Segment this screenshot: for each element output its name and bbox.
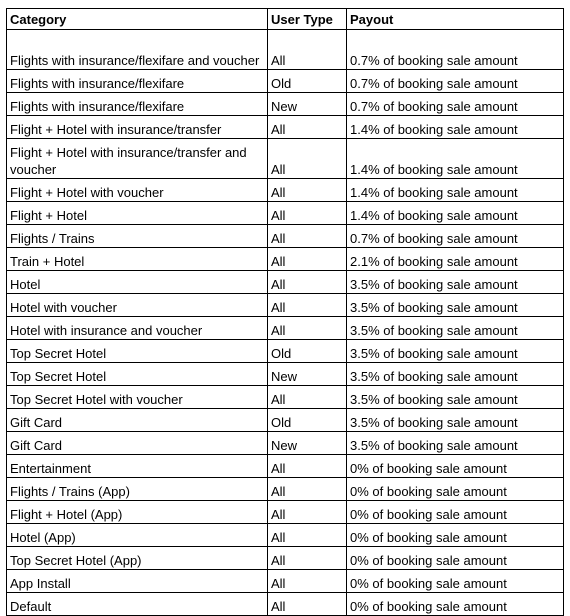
cell-category: Flight + Hotel with insurance/transfer <box>7 116 268 139</box>
cell-payout: 1.4% of booking sale amount <box>347 116 564 139</box>
cell-payout: 0.7% of booking sale amount <box>347 70 564 93</box>
table-row <box>7 547 564 570</box>
table-row <box>7 340 564 363</box>
cell-user-type: All <box>268 202 347 225</box>
table-row <box>7 248 564 271</box>
table-row <box>7 93 564 116</box>
cell-user-type: Old <box>268 340 347 363</box>
cell-user-type: All <box>268 501 347 524</box>
cell-category: Hotel with insurance and voucher <box>7 317 268 340</box>
cell-payout: 3.5% of booking sale amount <box>347 386 564 409</box>
cell-user-type: All <box>268 455 347 478</box>
cell-user-type: New <box>268 363 347 386</box>
table-row <box>7 501 564 524</box>
cell-user-type: All <box>268 294 347 317</box>
cell-payout: 0.7% of booking sale amount <box>347 93 564 116</box>
table-row <box>7 202 564 225</box>
cell-payout: 2.1% of booking sale amount <box>347 248 564 271</box>
table-row <box>7 570 564 593</box>
cell-payout: 0% of booking sale amount <box>347 478 564 501</box>
table-row <box>7 409 564 432</box>
cell-user-type: All <box>268 478 347 501</box>
cell-category: Flights with insurance/flexifare <box>7 70 268 93</box>
table-row <box>7 225 564 248</box>
table-row <box>7 30 564 70</box>
cell-payout: 1.4% of booking sale amount <box>347 179 564 202</box>
table-row <box>7 593 564 616</box>
table-row <box>7 432 564 455</box>
cell-user-type: All <box>268 30 347 70</box>
table-row <box>7 271 564 294</box>
cell-user-type: All <box>268 547 347 570</box>
cell-user-type: All <box>268 139 347 179</box>
cell-payout: 3.5% of booking sale amount <box>347 432 564 455</box>
cell-category: Flight + Hotel with voucher <box>7 179 268 202</box>
table-header <box>7 9 564 30</box>
cell-payout: 0% of booking sale amount <box>347 501 564 524</box>
table-row <box>7 386 564 409</box>
cell-user-type: All <box>268 524 347 547</box>
cell-category: Flights / Trains <box>7 225 268 248</box>
table-row <box>7 70 564 93</box>
table-row <box>7 363 564 386</box>
cell-user-type: All <box>268 593 347 616</box>
cell-user-type: Old <box>268 409 347 432</box>
cell-category: Top Secret Hotel with voucher <box>7 386 268 409</box>
cell-payout: 1.4% of booking sale amount <box>347 139 564 179</box>
cell-payout: 3.5% of booking sale amount <box>347 340 564 363</box>
cell-payout: 0% of booking sale amount <box>347 570 564 593</box>
cell-payout: 3.5% of booking sale amount <box>347 294 564 317</box>
cell-payout: 3.5% of booking sale amount <box>347 363 564 386</box>
cell-payout: 0% of booking sale amount <box>347 593 564 616</box>
cell-user-type: All <box>268 225 347 248</box>
cell-payout: 0% of booking sale amount <box>347 547 564 570</box>
cell-category: App Install <box>7 570 268 593</box>
cell-user-type: All <box>268 317 347 340</box>
cell-category: Hotel (App) <box>7 524 268 547</box>
cell-category: Top Secret Hotel <box>7 363 268 386</box>
cell-category: Entertainment <box>7 455 268 478</box>
cell-user-type: All <box>268 570 347 593</box>
cell-payout: 0.7% of booking sale amount <box>347 30 564 70</box>
table-row <box>7 455 564 478</box>
cell-user-type: New <box>268 432 347 455</box>
cell-category: Gift Card <box>7 409 268 432</box>
table-row <box>7 179 564 202</box>
cell-category: Flights / Trains (App) <box>7 478 268 501</box>
cell-category: Flight + Hotel with insurance/transfer and voucher <box>7 139 268 179</box>
cell-user-type: All <box>268 386 347 409</box>
table-body <box>7 30 564 616</box>
cell-category: Flights with insurance/flexifare <box>7 93 268 116</box>
table-row <box>7 116 564 139</box>
cell-user-type: All <box>268 116 347 139</box>
cell-payout: 3.5% of booking sale amount <box>347 409 564 432</box>
cell-user-type: New <box>268 93 347 116</box>
cell-payout: 0% of booking sale amount <box>347 524 564 547</box>
cell-payout: 1.4% of booking sale amount <box>347 202 564 225</box>
cell-category: Default <box>7 593 268 616</box>
cell-category: Hotel <box>7 271 268 294</box>
header-payout: Payout <box>347 9 564 30</box>
cell-user-type: All <box>268 248 347 271</box>
header-category: Category <box>7 9 268 30</box>
cell-user-type: All <box>268 179 347 202</box>
payout-table <box>6 8 564 616</box>
cell-category: Hotel with voucher <box>7 294 268 317</box>
table-row <box>7 317 564 340</box>
payout-table-container <box>6 8 564 616</box>
header-row <box>7 9 564 30</box>
cell-category: Train + Hotel <box>7 248 268 271</box>
cell-category: Flights with insurance/flexifare and voucher <box>7 30 268 70</box>
cell-category: Flight + Hotel (App) <box>7 501 268 524</box>
table-row <box>7 294 564 317</box>
cell-payout: 3.5% of booking sale amount <box>347 317 564 340</box>
cell-payout: 0% of booking sale amount <box>347 455 564 478</box>
cell-payout: 3.5% of booking sale amount <box>347 271 564 294</box>
header-user-type: User Type <box>268 9 347 30</box>
table-row <box>7 139 564 179</box>
cell-category: Gift Card <box>7 432 268 455</box>
table-row <box>7 478 564 501</box>
cell-category: Flight + Hotel <box>7 202 268 225</box>
table-row <box>7 524 564 547</box>
cell-user-type: Old <box>268 70 347 93</box>
cell-user-type: All <box>268 271 347 294</box>
cell-category: Top Secret Hotel (App) <box>7 547 268 570</box>
cell-payout: 0.7% of booking sale amount <box>347 225 564 248</box>
cell-category: Top Secret Hotel <box>7 340 268 363</box>
